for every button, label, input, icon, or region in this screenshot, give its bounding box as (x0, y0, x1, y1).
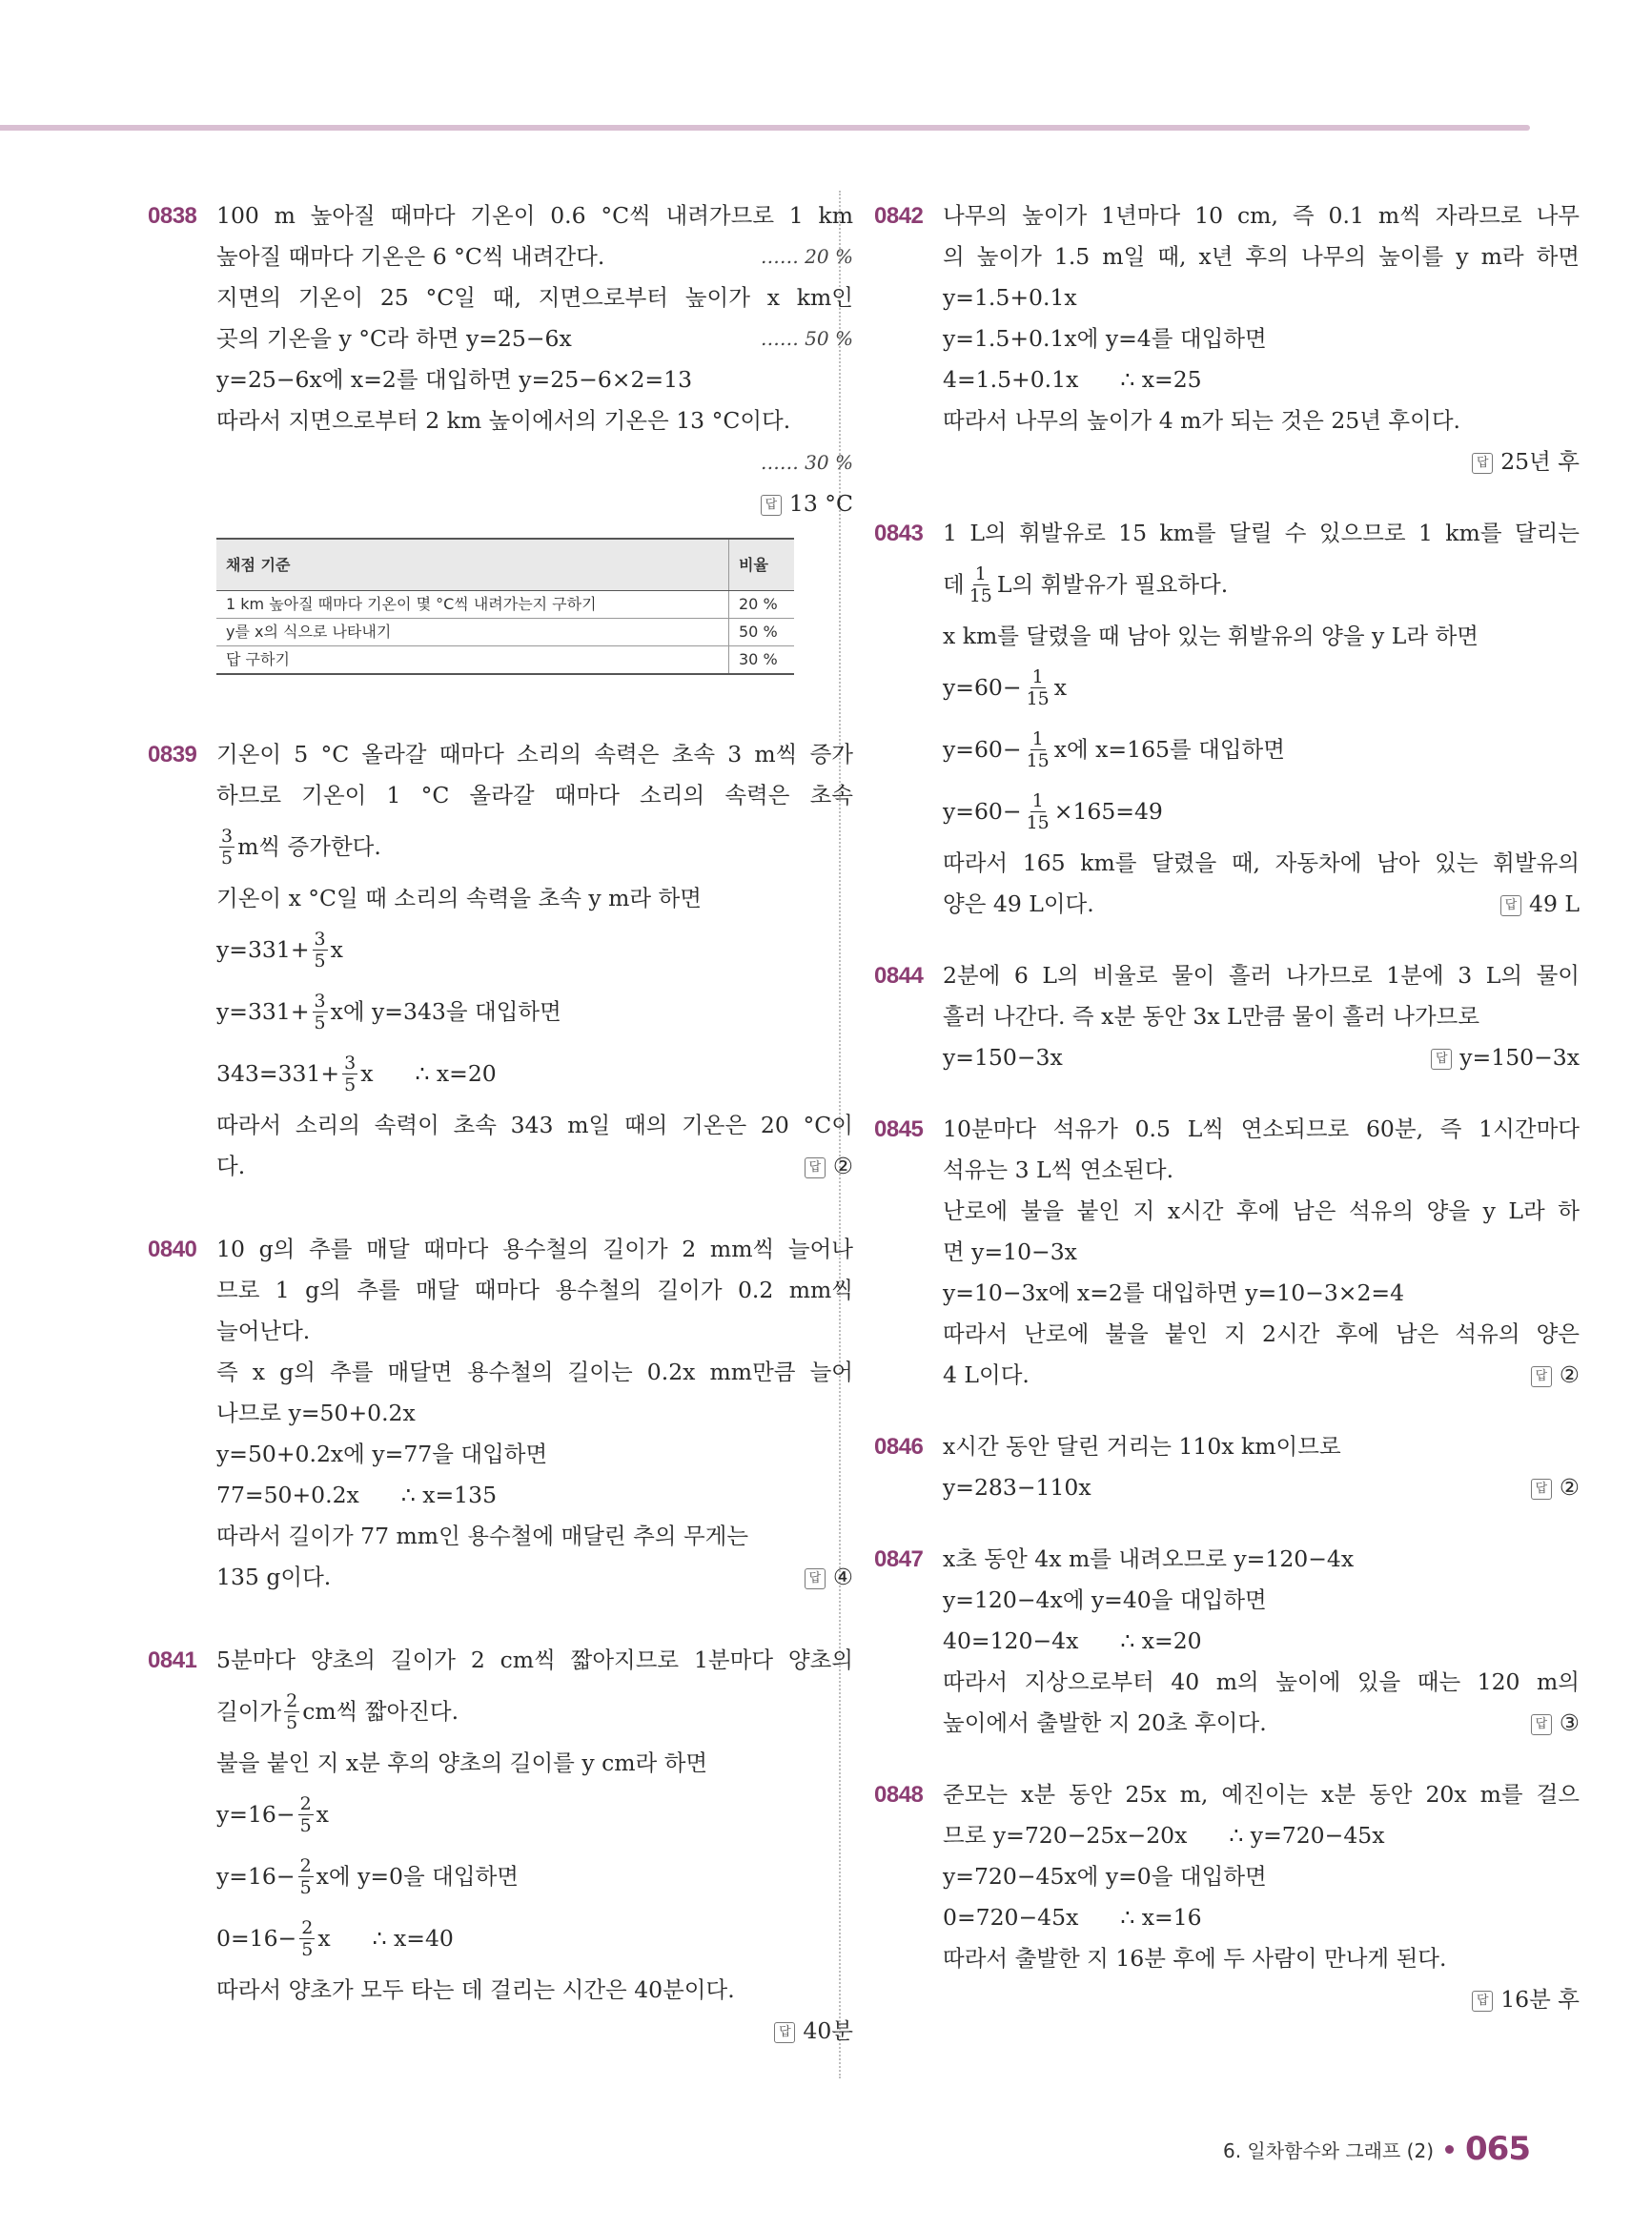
fraction (342, 1053, 357, 1095)
problem-0848 (874, 1774, 1580, 2020)
numerator: 3 (344, 1053, 357, 1074)
solution-line (943, 1467, 1580, 1508)
right-column (874, 195, 1580, 2020)
answer (216, 2011, 853, 2052)
spacer (148, 679, 853, 734)
solution-text: 135 g이다. (216, 1564, 332, 1590)
solution-text: x (330, 936, 343, 963)
answer-icon: 답 (1531, 1366, 1552, 1387)
solution-line: 10분마다 석유가 0.5 L씩 연소되므로 60분, 즉 1시간마다 (943, 1115, 1580, 1142)
solution-line (216, 1475, 853, 1516)
table-cell: 20 % (729, 591, 795, 619)
solution-text: 다. (216, 1153, 246, 1179)
solution-line (943, 1703, 1580, 1744)
solution-line: y=25−6x에 x=2를 대입하면 y=25−6×2=13 (216, 366, 693, 393)
solution-text: y=150−3x (943, 1044, 1063, 1071)
answer-text: 40분 (803, 2017, 853, 2044)
spacer (874, 925, 1580, 955)
solution-text: 40=120−4x (943, 1627, 1079, 1654)
numerator: 2 (299, 1855, 312, 1876)
solution-line: 따라서 지상으로부터 40 m의 높이에 있을 때는 120 m의 (943, 1668, 1580, 1695)
solution-line (216, 1681, 853, 1743)
solution-text: 양은 49 L이다. (943, 890, 1094, 917)
answer-text: ② (1559, 1474, 1580, 1501)
solution-line: 의 높이가 1.5 m일 때, x년 후의 나무의 높이를 y m라 하면 (943, 243, 1580, 270)
solution-text: 4=1.5+0.1x (943, 366, 1079, 393)
solution-line (943, 1037, 1580, 1078)
problem-number: 0839 (148, 742, 197, 767)
answer-icon: 답 (1472, 453, 1493, 474)
solution-text: 0=720−45x (943, 1904, 1079, 1931)
solution-line (216, 981, 853, 1043)
solution-result: ∴ x=135 (400, 1482, 498, 1508)
fraction (298, 1793, 314, 1836)
answer-text: ② (1559, 1361, 1580, 1388)
solution-line (216, 1043, 853, 1105)
fraction (299, 1917, 315, 1960)
answer (1431, 1037, 1580, 1078)
problem-number: 0843 (874, 521, 924, 546)
solution-line: 따라서 양초가 모두 타는 데 걸리는 시간은 40분이다. (216, 1976, 735, 2003)
numerator: 3 (221, 826, 234, 847)
solution-line (216, 318, 853, 359)
problem-0841 (148, 1640, 853, 2052)
solution-line (216, 236, 853, 277)
answer-icon: 답 (1500, 895, 1521, 916)
solution-text: m씩 증가한다. (237, 833, 381, 860)
solution-line: 100 m 높아질 때마다 기온이 0.6 °C씩 내려가므로 1 km (216, 202, 853, 229)
solution-line: 기온이 5 °C 올라갈 때마다 소리의 속력은 초속 3 m씩 증가 (216, 741, 853, 767)
bullet-dot-icon (1445, 2145, 1454, 2154)
solution-text: x (1053, 674, 1068, 701)
fraction (219, 826, 235, 869)
solution-text: y=16− (216, 1801, 296, 1828)
answer (1531, 1703, 1580, 1744)
solution-text: y=331+ (216, 936, 310, 963)
fraction (298, 1855, 314, 1898)
table-cell: 30 % (729, 646, 795, 675)
solution-line: 즉 x g의 추를 매달면 용수철의 길이는 0.2x mm만큼 늘어 (216, 1359, 853, 1385)
solution-line: 나무의 높이가 1년마다 10 cm, 즉 0.1 m씩 자라므로 나무 (943, 202, 1580, 229)
answer-text: ③ (1559, 1709, 1580, 1736)
solution-text: y=331+ (216, 998, 310, 1025)
chapter-title: 6. 일차함수와 그래프 (2) (1222, 2138, 1435, 2162)
solution-line (216, 1908, 853, 1970)
solution-line: 석유는 3 L씩 연소된다. (943, 1156, 1174, 1183)
denominator: 5 (299, 1877, 312, 1898)
solution-result: ∴ x=20 (1120, 1627, 1202, 1654)
solution-text: x에 y=343을 대입하면 (330, 998, 561, 1025)
solution-line: 므로 1 g의 추를 매달 때마다 용수철의 길이가 0.2 mm씩 (216, 1277, 853, 1303)
solution-line (216, 816, 853, 878)
problem-number: 0842 (874, 203, 924, 229)
solution-text: y=60− (943, 736, 1022, 763)
solution-line (943, 884, 1580, 925)
solution-text: x (317, 1925, 331, 1952)
solution-line (216, 1146, 853, 1187)
solution-line: 따라서 소리의 속력이 초속 343 m일 때의 기온은 20 °C이 (216, 1112, 853, 1138)
answer-icon: 답 (1472, 1991, 1493, 2012)
fraction (1025, 790, 1051, 833)
solution-text: 4 L이다. (943, 1361, 1030, 1388)
problem-0839 (148, 734, 853, 1187)
answer (805, 1146, 853, 1187)
table-cell: 답 구하기 (216, 646, 729, 675)
solution-text: x (316, 1801, 329, 1828)
problem-0843 (874, 513, 1580, 925)
spacer (148, 1187, 853, 1229)
solution-text: y=60− (943, 674, 1022, 701)
answer (216, 483, 853, 524)
answer (805, 1557, 853, 1598)
solution-text: 0=16− (216, 1925, 297, 1952)
solution-text: ×165=49 (1053, 798, 1163, 825)
problem-0842 (874, 195, 1580, 482)
solution-text: 높이에서 출발한 지 20초 후이다. (943, 1709, 1267, 1736)
solution-text: 므로 y=720−25x−20x (943, 1822, 1188, 1849)
solution-text: y=283−110x (943, 1474, 1091, 1501)
solution-text: 곳의 기온을 y °C라 하면 y=25−6x (216, 325, 572, 352)
solution-line: y=10−3x에 x=2를 대입하면 y=10−3×2=4 (943, 1279, 1405, 1306)
solution-text: 343=331+ (216, 1060, 340, 1087)
table-row (216, 646, 794, 675)
partial-score: …… 30 % (760, 451, 853, 474)
denominator: 15 (1026, 750, 1050, 771)
solution-text: x (360, 1060, 374, 1087)
solution-line: 따라서 165 km를 달렸을 때, 자동차에 남아 있는 휘발유의 (943, 849, 1580, 876)
problem-number: 0845 (874, 1116, 924, 1142)
solution-text: y=60− (943, 798, 1022, 825)
denominator: 15 (1026, 812, 1050, 833)
numerator: 2 (299, 1793, 312, 1814)
numerator: 1 (1031, 728, 1044, 749)
solution-line: 난로에 불을 붙인 지 x시간 후에 남은 석유의 양을 y L라 하 (943, 1197, 1580, 1224)
fraction (313, 929, 328, 972)
spacer (874, 482, 1580, 513)
page-number: 065 (1465, 2130, 1530, 2168)
solution-line (943, 781, 1580, 843)
answer-icon: 답 (1431, 1049, 1452, 1070)
table-cell: 50 % (729, 619, 795, 646)
table-row (216, 619, 794, 646)
solution-line (943, 1355, 1580, 1396)
solution-text: 길이가 (216, 1698, 282, 1725)
solution-text: L의 휘발유가 필요하다. (996, 571, 1229, 598)
solution-line: y=720−45x에 y=0을 대입하면 (943, 1863, 1267, 1890)
spacer (874, 1744, 1580, 1774)
problem-number: 0838 (148, 203, 197, 229)
solution-line (943, 657, 1580, 719)
table-header: 비율 (729, 539, 795, 591)
solution-line: y=1.5+0.1x (943, 284, 1077, 311)
solution-line: 늘어난다. (216, 1318, 311, 1344)
solution-result: ∴ y=720−45x (1229, 1822, 1385, 1849)
spacer (874, 1078, 1580, 1109)
solution-line: 하므로 기온이 1 °C 올라갈 때마다 소리의 속력은 초속 (216, 782, 853, 808)
spacer (148, 1598, 853, 1640)
solution-text: y=16− (216, 1863, 296, 1890)
solution-result: ∴ x=40 (372, 1925, 454, 1952)
solution-line: 따라서 길이가 77 mm인 용수철에 매달린 추의 무게는 (216, 1523, 749, 1549)
answer-icon: 답 (761, 495, 782, 516)
answer-text: y=150−3x (1459, 1044, 1580, 1071)
solution-text: 77=50+0.2x (216, 1482, 359, 1508)
answer-text: ④ (832, 1564, 853, 1590)
solution-line (943, 719, 1580, 781)
solution-line (216, 1846, 853, 1908)
solution-line (216, 919, 853, 981)
solution-line: x초 동안 4x m를 내려오므로 y=120−4x (943, 1545, 1355, 1572)
answer-icon: 답 (805, 1157, 826, 1178)
numerator: 3 (314, 991, 326, 1012)
solution-line: 따라서 지면으로부터 2 km 높이에서의 기온은 13 °C이다. (216, 407, 791, 434)
table-header: 채점 기준 (216, 539, 729, 591)
solution-line (943, 1621, 1580, 1662)
problem-0846 (874, 1426, 1580, 1508)
fraction (284, 1690, 299, 1733)
solution-line: 지면의 기온이 25 °C일 때, 지면으로부터 높이가 x km인 (216, 284, 853, 311)
table-header-row (216, 539, 794, 591)
solution-line (943, 554, 1580, 616)
answer-icon: 답 (774, 2022, 795, 2043)
table-row (216, 591, 794, 619)
denominator: 5 (299, 1815, 312, 1836)
denominator: 5 (314, 951, 326, 972)
numerator: 3 (314, 929, 326, 950)
numerator: 1 (974, 563, 987, 584)
answer-text: 25년 후 (1500, 448, 1580, 475)
answer-text: 49 L (1529, 890, 1580, 917)
spacer (874, 1396, 1580, 1426)
denominator: 15 (1026, 688, 1050, 709)
solution-line: y=1.5+0.1x에 y=4를 대입하면 (943, 325, 1267, 352)
solution-line: 따라서 난로에 불을 붙인 지 2시간 후에 남은 석유의 양은 (943, 1320, 1580, 1347)
answer-text: ② (832, 1153, 853, 1179)
problem-number: 0844 (874, 963, 924, 989)
problem-number: 0841 (148, 1647, 197, 1673)
solution-line: 따라서 나무의 높이가 4 m가 되는 것은 25년 후이다. (943, 407, 1460, 434)
partial-score: …… 50 % (760, 327, 853, 350)
solution-line: 흘러 나간다. 즉 x분 동안 3x L만큼 물이 흘러 나가므로 (943, 1003, 1480, 1030)
solution-line: 따라서 출발한 지 16분 후에 두 사람이 만나게 된다. (943, 1945, 1447, 1972)
problem-number: 0846 (874, 1434, 924, 1460)
solution-line: x시간 동안 달린 거리는 110x km이므로 (943, 1433, 1341, 1460)
solution-line: y=120−4x에 y=40을 대입하면 (943, 1586, 1267, 1613)
fraction (1025, 666, 1051, 709)
denominator: 5 (301, 1939, 314, 1960)
solution-text: 높아질 때마다 기온은 6 °C씩 내려간다. (216, 243, 605, 270)
grading-rubric-table (216, 538, 794, 675)
solution-line: x km를 달렸을 때 남아 있는 휘발유의 양을 y L라 하면 (943, 623, 1479, 649)
answer-icon: 답 (1531, 1479, 1552, 1500)
solution-line: 5분마다 양초의 길이가 2 cm씩 짧아지므로 1분마다 양초의 (216, 1647, 853, 1673)
solution-line: 기온이 x °C일 때 소리의 속력을 초속 y m라 하면 (216, 885, 702, 911)
answer-icon: 답 (805, 1568, 826, 1589)
solution-line (943, 359, 1580, 400)
table-cell: 1 km 높아질 때마다 기온이 몇 °C씩 내려가는지 구하기 (216, 591, 729, 619)
answer (1531, 1467, 1580, 1508)
problem-number: 0848 (874, 1782, 924, 1808)
solution-result: ∴ x=20 (415, 1060, 497, 1087)
answer (1531, 1355, 1580, 1396)
denominator: 5 (344, 1074, 357, 1095)
answer (943, 441, 1580, 482)
solution-line: 10 g의 추를 매달 때마다 용수철의 길이가 2 mm씩 늘어나 (216, 1236, 853, 1262)
denominator: 15 (969, 585, 992, 606)
solution-line (943, 1815, 1580, 1856)
answer-text: 13 °C (788, 490, 853, 517)
fraction (313, 991, 328, 1033)
numerator: 1 (1031, 790, 1044, 811)
problem-number: 0840 (148, 1237, 197, 1262)
problem-number: 0847 (874, 1546, 924, 1572)
solution-result: ∴ x=25 (1120, 366, 1202, 393)
solution-line (943, 1897, 1580, 1938)
solution-text: x에 y=0을 대입하면 (316, 1863, 519, 1890)
numerator: 1 (1031, 666, 1044, 687)
solution-line (216, 1784, 853, 1846)
table-cell: y를 x의 식으로 나타내기 (216, 619, 729, 646)
answer (1500, 884, 1580, 925)
numerator: 2 (301, 1917, 314, 1938)
solution-text: cm씩 짧아진다. (302, 1698, 459, 1725)
denominator: 5 (314, 1013, 326, 1033)
problem-0847 (874, 1539, 1580, 1744)
solution-line: 불을 붙인 지 x분 후의 양초의 길이를 y cm라 하면 (216, 1749, 708, 1776)
top-decorative-bar (0, 125, 1530, 131)
solution-text: x에 x=165를 대입하면 (1053, 736, 1285, 763)
solution-line: 2분에 6 L의 비율로 물이 흘러 나가므로 1분에 3 L의 물이 (943, 962, 1580, 989)
solution-line: 1 L의 휘발유로 15 km를 달릴 수 있으므로 1 km를 달리는 (943, 520, 1580, 546)
problem-0845 (874, 1109, 1580, 1396)
problem-0838 (148, 195, 853, 675)
spacer (874, 1508, 1580, 1539)
solution-result: ∴ x=16 (1120, 1904, 1202, 1931)
left-column (148, 195, 853, 2052)
solution-line: 면 y=10−3x (943, 1238, 1077, 1265)
fraction (968, 563, 994, 606)
solution-text: 데 (943, 571, 965, 598)
partial-score: …… 20 % (760, 245, 853, 268)
page-footer (1223, 2130, 1530, 2168)
numerator: 2 (286, 1690, 298, 1711)
fraction (1025, 728, 1051, 771)
solution-line: 나므로 y=50+0.2x (216, 1400, 416, 1426)
denominator: 5 (286, 1712, 298, 1733)
problem-0840 (148, 1229, 853, 1598)
solution-line (216, 1557, 853, 1598)
solution-line (216, 441, 853, 483)
solution-line: y=50+0.2x에 y=77을 대입하면 (216, 1441, 548, 1467)
answer (943, 1979, 1580, 2020)
denominator: 5 (221, 848, 234, 869)
problem-0844 (874, 955, 1580, 1078)
solution-line: 준모는 x분 동안 25x m, 예진이는 x분 동안 20x m를 걸으 (943, 1781, 1580, 1808)
answer-text: 16분 후 (1500, 1986, 1580, 2013)
answer-icon: 답 (1531, 1714, 1552, 1735)
